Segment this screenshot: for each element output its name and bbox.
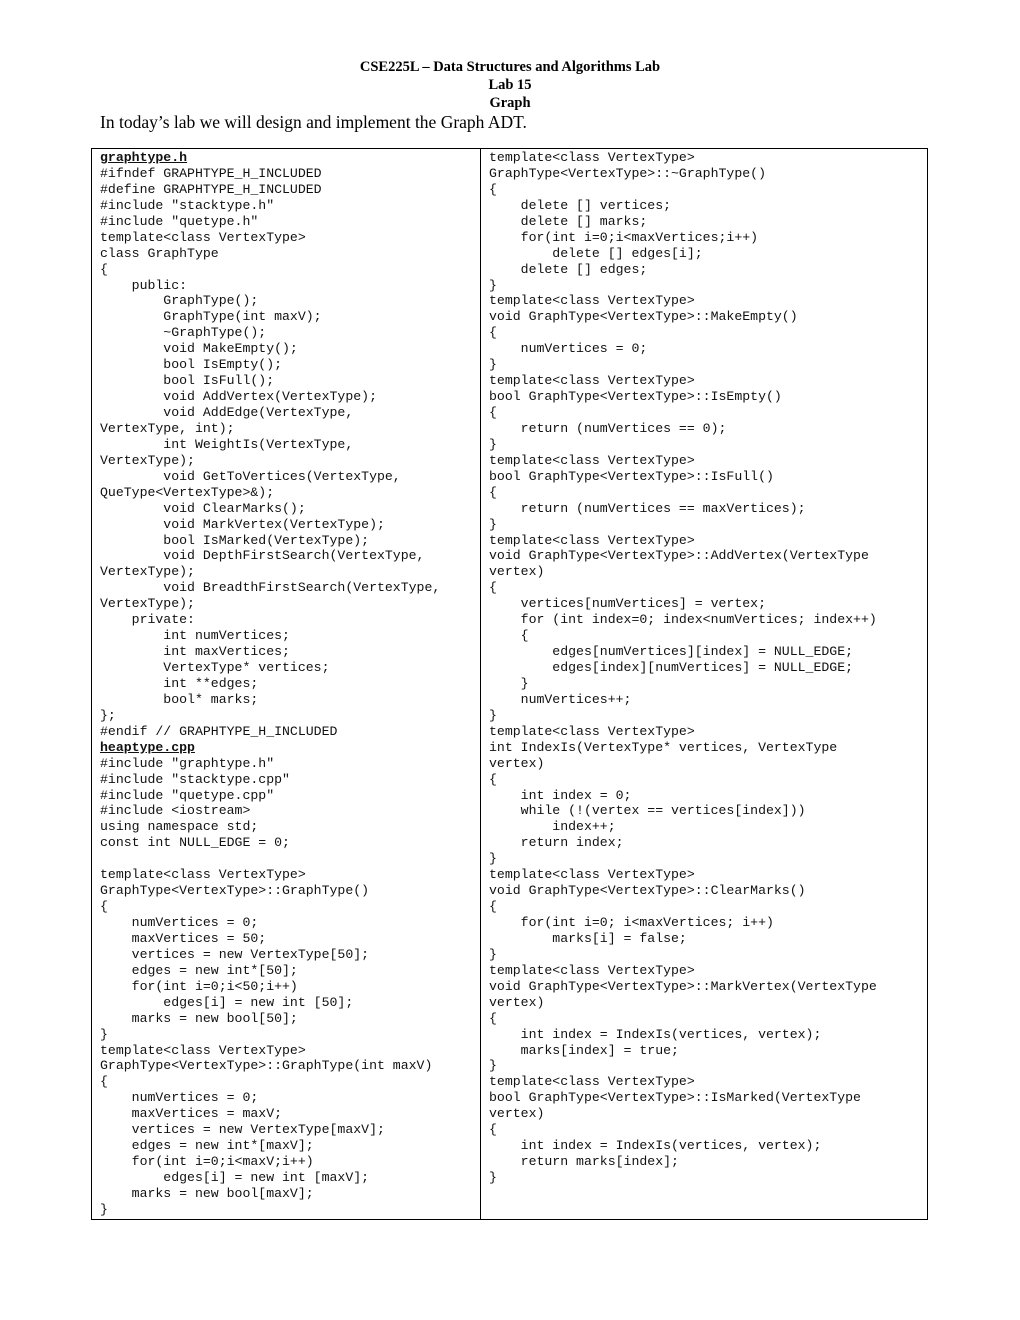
code-line: numVertices = 0;: [489, 341, 648, 357]
lab-number: Lab 15: [488, 77, 532, 93]
code-line: vertices = new VertexType[maxV];: [100, 1122, 385, 1138]
code-line: numVertices = 0;: [100, 915, 259, 930]
code-line: maxVertices = 50;: [100, 930, 267, 946]
code-line: }: [489, 277, 497, 293]
code-line: void ClearMarks();: [100, 500, 306, 516]
code-line: #include "quetype.h": [100, 213, 259, 229]
code-line: }: [489, 1170, 497, 1185]
code-line: bool GraphType<VertexType>::IsEmpty(): [489, 389, 782, 405]
code-line: return index;: [489, 835, 624, 851]
code-line: private:: [100, 612, 195, 628]
code-line: int maxVertices;: [100, 644, 290, 660]
code-line: void GraphType<VertexType>::AddVertex(VertexType: [489, 548, 869, 564]
code-line: #ifndef GRAPHTYPE_H_INCLUDED: [100, 165, 322, 181]
column-divider: [480, 148, 481, 1220]
code-line: marks = new bool[maxV];: [100, 1185, 314, 1201]
code-line: void MarkVertex(VertexType);: [100, 516, 385, 532]
code-line: void BreadthFirstSearch(VertexType,: [100, 580, 441, 596]
code-line: {: [489, 771, 497, 787]
code-line: };: [100, 707, 116, 723]
code-line: for(int i=0; i<maxVertices; i++): [489, 915, 774, 930]
code-line: void GraphType<VertexType>::ClearMarks(): [489, 883, 806, 899]
code-line: bool IsFull();: [100, 373, 275, 389]
code-line: template<class VertexType>: [489, 532, 695, 548]
code-line: template<class VertexType>: [489, 293, 695, 309]
code-line: return (numVertices == maxVertices);: [489, 500, 806, 516]
code-line: GraphType(int maxV);: [100, 309, 322, 325]
code-line: template<class VertexType>: [100, 1042, 306, 1058]
code-line: }: [489, 436, 497, 452]
code-line: vertex): [489, 755, 545, 771]
code-line: {: [100, 1074, 108, 1090]
code-line: for(int i=0;i<maxVertices;i++): [489, 229, 759, 245]
code-line: ~GraphType();: [100, 325, 267, 341]
code-line: {: [489, 484, 497, 500]
code-line: template<class VertexType>: [489, 373, 695, 389]
code-line: numVertices++;: [489, 691, 632, 707]
code-line: void AddVertex(VertexType);: [100, 389, 377, 405]
code-line: int WeightIs(VertexType,: [100, 436, 354, 452]
code-line: marks = new bool[50];: [100, 1010, 298, 1026]
code-line: index++;: [489, 819, 616, 835]
code-line: void GraphType<VertexType>::MarkVertex(VertexType: [489, 978, 877, 994]
code-line: {: [489, 899, 497, 915]
code-line: }: [489, 946, 497, 962]
code-line: return marks[index];: [489, 1154, 679, 1170]
code-line: edges = new int*[50];: [100, 962, 298, 978]
intro-text: In today’s lab we will design and implement the Graph ADT.: [100, 112, 527, 132]
code-line: template<class VertexType>: [489, 452, 695, 468]
code-line: template<class VertexType>: [489, 1074, 695, 1090]
file-name-heading: heaptype.cpp: [100, 739, 195, 755]
code-line: {: [100, 899, 108, 915]
code-line: }: [489, 675, 529, 691]
code-line: }: [489, 1058, 497, 1074]
code-line: bool IsEmpty();: [100, 357, 283, 373]
code-line: delete [] marks;: [489, 213, 648, 229]
code-line: {: [489, 628, 529, 644]
code-line: void MakeEmpty();: [100, 341, 298, 357]
code-line: #include "stacktype.cpp": [100, 771, 290, 787]
code-line: edges[index][numVertices] = NULL_EDGE;: [489, 660, 854, 675]
code-line: int index = IndexIs(vertices, vertex);: [489, 1138, 822, 1154]
code-line: }: [489, 516, 497, 532]
code-line: marks[index] = true;: [489, 1042, 679, 1058]
code-line: {: [489, 1122, 497, 1138]
code-line: using namespace std;: [100, 819, 259, 835]
code-line: bool* marks;: [100, 691, 259, 707]
code-line: public:: [100, 277, 188, 293]
code-line: void GetToVertices(VertexType,: [100, 468, 401, 484]
code-line: #define GRAPHTYPE_H_INCLUDED: [100, 181, 322, 197]
code-line: GraphType<VertexType>::GraphType(int maxV): [100, 1058, 433, 1074]
code-line: #include "quetype.cpp": [100, 787, 275, 803]
code-line: delete [] edges;: [489, 261, 648, 277]
lab-topic: Graph: [489, 95, 531, 111]
code-line: edges[i] = new int [maxV];: [100, 1170, 370, 1185]
code-line: bool GraphType<VertexType>::IsMarked(VertexType: [489, 1090, 861, 1106]
code-line: #include "stacktype.h": [100, 197, 275, 213]
code-line: VertexType);: [100, 564, 195, 580]
code-line: [100, 851, 440, 867]
code-line: VertexType);: [100, 596, 195, 612]
code-line: GraphType();: [100, 293, 259, 309]
code-line: }: [489, 707, 497, 723]
code-line: maxVertices = maxV;: [100, 1106, 283, 1122]
code-line: marks[i] = false;: [489, 930, 687, 946]
code-line: {: [489, 1010, 497, 1026]
code-line: GraphType<VertexType>::~GraphType(): [489, 165, 766, 181]
code-line: class GraphType: [100, 245, 219, 261]
code-line: template<class VertexType>: [489, 867, 695, 883]
code-line: for (int index=0; index<numVertices; index++): [489, 612, 877, 628]
code-line: int IndexIs(VertexType* vertices, VertexType: [489, 739, 838, 755]
code-line: {: [489, 580, 497, 596]
code-line: #include "graphtype.h": [100, 755, 275, 771]
code-line: bool GraphType<VertexType>::IsFull(): [489, 468, 774, 484]
code-line: }: [100, 1201, 108, 1217]
code-line: vertex): [489, 1106, 545, 1122]
code-line: #endif // GRAPHTYPE_H_INCLUDED: [100, 723, 338, 739]
code-line: {: [489, 405, 497, 420]
code-line: }: [100, 1026, 108, 1042]
code-line: {: [100, 261, 108, 277]
course-title: CSE225L – Data Structures and Algorithms Lab: [359, 59, 661, 75]
code-line: template<class VertexType>: [489, 962, 695, 978]
code-line: vertex): [489, 564, 545, 580]
code-line: const int NULL_EDGE = 0;: [100, 835, 290, 851]
code-line: edges[i] = new int [50];: [100, 994, 354, 1010]
code-line: vertices = new VertexType[50];: [100, 946, 370, 962]
code-line: vertices[numVertices] = vertex;: [489, 596, 766, 612]
code-line: template<class VertexType>: [100, 229, 306, 245]
code-line: for(int i=0;i<maxV;i++): [100, 1154, 314, 1170]
code-line: edges = new int*[maxV];: [100, 1138, 314, 1154]
code-line: VertexType* vertices;: [100, 660, 330, 675]
left-code-column: [100, 150, 440, 1218]
code-line: template<class VertexType>: [489, 150, 695, 165]
code-line: int **edges;: [100, 675, 259, 691]
code-line: #include <iostream>: [100, 803, 251, 819]
code-line: vertex): [489, 994, 545, 1010]
code-line: for(int i=0;i<50;i++): [100, 978, 298, 994]
right-code-column: [489, 150, 877, 1186]
code-line: return (numVertices == 0);: [489, 420, 727, 436]
code-line: VertexType, int);: [100, 420, 235, 436]
code-line: }: [489, 357, 497, 373]
code-line: numVertices = 0;: [100, 1090, 259, 1106]
code-line: edges[numVertices][index] = NULL_EDGE;: [489, 644, 854, 660]
code-line: template<class VertexType>: [489, 723, 695, 739]
code-line: bool IsMarked(VertexType);: [100, 532, 370, 548]
code-line: void GraphType<VertexType>::MakeEmpty(): [489, 309, 798, 325]
code-line: int numVertices;: [100, 628, 290, 644]
code-line: delete [] edges[i];: [489, 245, 703, 261]
code-line: void DepthFirstSearch(VertexType,: [100, 548, 425, 564]
code-line: int index = 0;: [489, 787, 632, 803]
code-line: while (!(vertex == vertices[index])): [489, 803, 806, 819]
code-line: delete [] vertices;: [489, 197, 672, 213]
code-line: QueType<VertexType>&);: [100, 484, 275, 500]
code-line: {: [489, 181, 497, 197]
code-line: int index = IndexIs(vertices, vertex);: [489, 1026, 822, 1042]
code-line: void AddEdge(VertexType,: [100, 405, 354, 420]
code-line: }: [489, 851, 497, 867]
code-line: template<class VertexType>: [100, 867, 306, 883]
code-line: VertexType);: [100, 452, 195, 468]
code-line: {: [489, 325, 497, 341]
file-name-heading: graphtype.h: [100, 150, 188, 165]
code-line: GraphType<VertexType>::GraphType(): [100, 883, 370, 899]
